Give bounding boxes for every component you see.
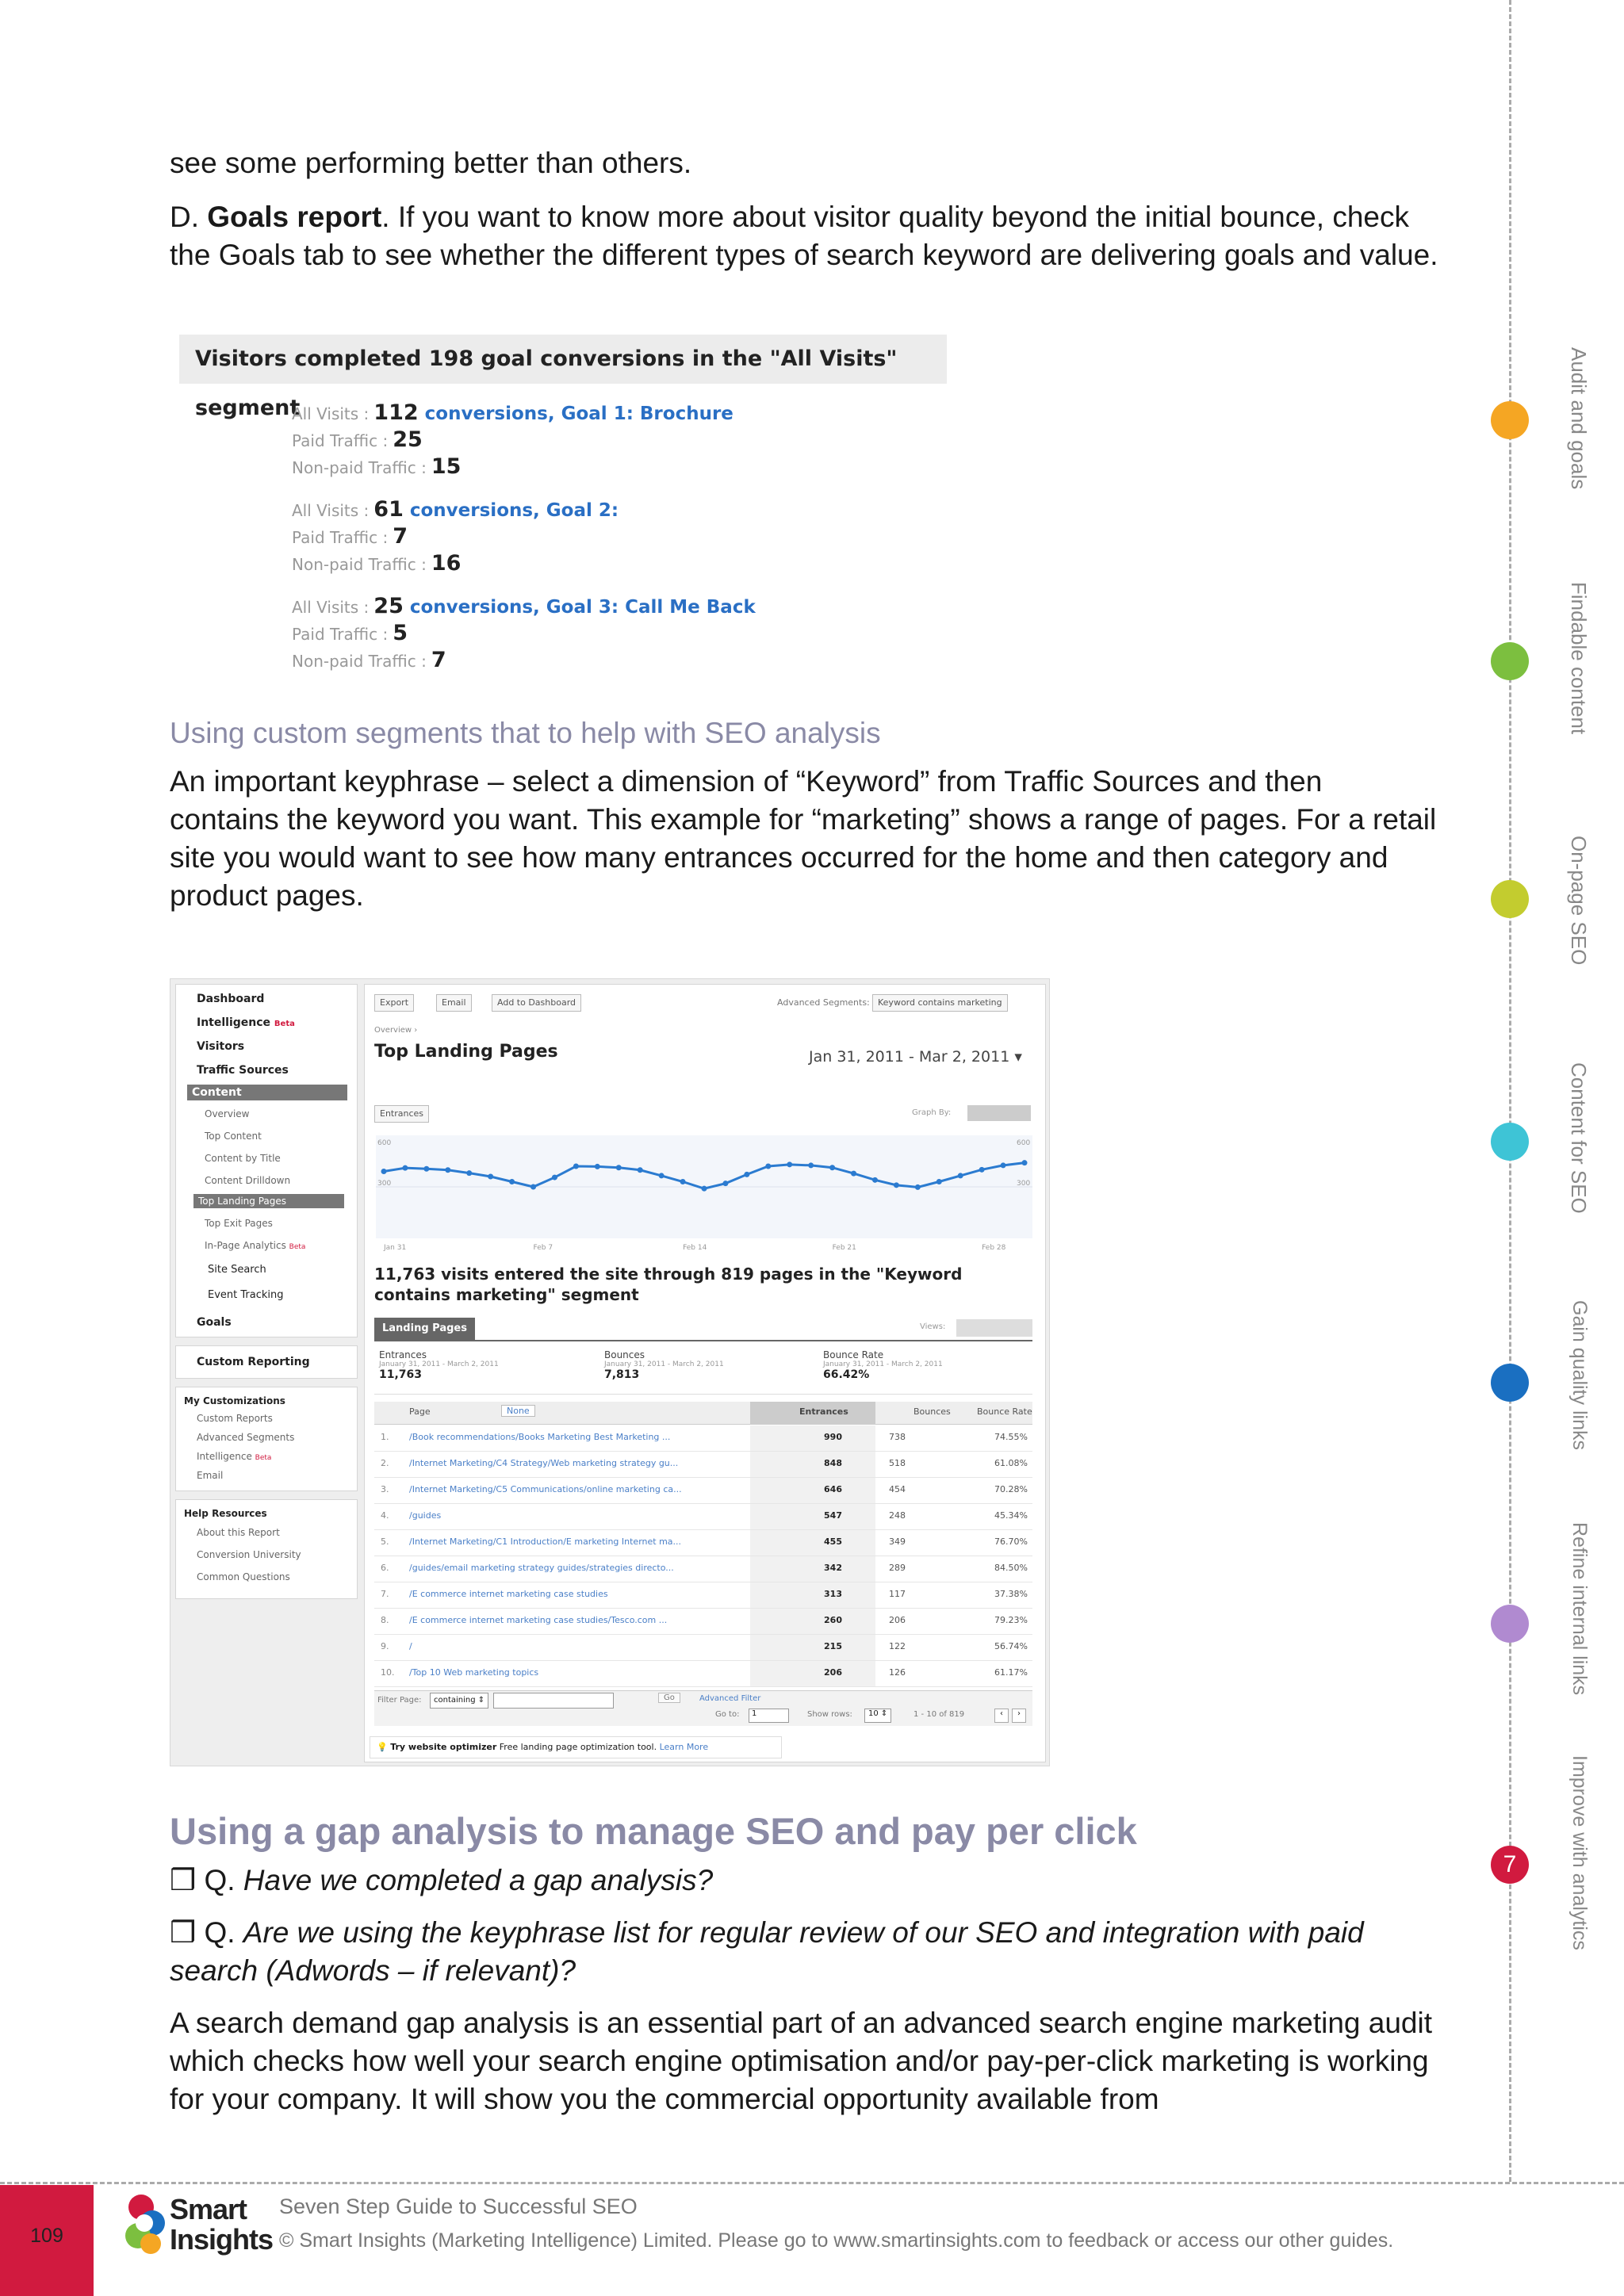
report-title: Top Landing Pages xyxy=(374,1042,558,1062)
row-entrances: 455 xyxy=(824,1536,842,1547)
row-number: 5. xyxy=(381,1536,389,1547)
chart-point[interactable] xyxy=(722,1181,728,1186)
row-bounces: 289 xyxy=(889,1563,906,1573)
analytics-screenshot xyxy=(170,978,1050,1766)
chart-point[interactable] xyxy=(659,1173,665,1178)
row-entrances: 848 xyxy=(824,1458,842,1468)
checkbox-icon: ❒ Q. xyxy=(170,1916,236,1949)
chart-point[interactable] xyxy=(808,1162,814,1168)
help-resources-title: Help Resources xyxy=(184,1508,267,1519)
goal1-nonpaid: Non-paid Traffic : 15 xyxy=(292,454,462,479)
row-page-link[interactable]: /E commerce internet marketing case studies xyxy=(409,1589,608,1599)
row-bounce-rate: 61.08% xyxy=(994,1458,1028,1468)
entrances-col-shade xyxy=(750,1530,875,1556)
chart-point[interactable] xyxy=(915,1184,921,1190)
row-page-link[interactable]: /guides xyxy=(409,1510,442,1521)
gap-q2: ❒ Q. Are we using the keyphrase list for regular review of our SEO and integration with paid search (Adwords – if relevant)? xyxy=(170,1916,1364,1987)
filter-label: Filter Page: xyxy=(377,1696,422,1705)
table-row[interactable] xyxy=(374,1530,1032,1556)
table-row[interactable] xyxy=(374,1452,1032,1478)
goal2-all: All Visits : 61 conversions, Goal 2: xyxy=(292,497,619,522)
chart-point[interactable] xyxy=(466,1170,472,1176)
entrances-col-shade xyxy=(750,1504,875,1529)
row-number: 1. xyxy=(381,1432,389,1442)
my-customizations-title: My Customizations xyxy=(184,1395,285,1406)
chart-point[interactable] xyxy=(765,1164,771,1169)
sidebar-sub-top-exit[interactable]: Top Exit Pages xyxy=(205,1218,273,1229)
optimizer-promo: 💡 Try website optimizer Free landing page optimization tool. Learn More xyxy=(370,1736,782,1758)
row-bounces: 349 xyxy=(889,1536,906,1547)
rail-label-analytics: Improve with analytics xyxy=(1568,1755,1591,1950)
sidebar-sub-top-content[interactable]: Top Content xyxy=(205,1131,262,1142)
row-bounce-rate: 70.28% xyxy=(994,1484,1028,1494)
email-button[interactable]: Email xyxy=(436,994,472,1012)
chart-point[interactable] xyxy=(552,1175,557,1181)
chart-point[interactable] xyxy=(530,1184,536,1190)
row-number: 2. xyxy=(381,1458,389,1468)
learn-more-link[interactable]: Learn More xyxy=(659,1742,709,1752)
filter-bar xyxy=(374,1690,1032,1726)
rail-dot-4 xyxy=(1491,1123,1529,1161)
row-entrances: 547 xyxy=(824,1510,842,1521)
row-bounce-rate: 61.17% xyxy=(994,1667,1028,1678)
goal2-link[interactable]: conversions, Goal 2: xyxy=(409,500,619,521)
sidebar-item-visitors[interactable]: Visitors xyxy=(197,1040,245,1053)
x-tick-label: Feb 7 xyxy=(533,1244,553,1252)
goal3-link[interactable]: conversions, Goal 3: Call Me Back xyxy=(409,597,756,618)
chart-point[interactable] xyxy=(872,1177,878,1183)
rail-dot-5 xyxy=(1491,1364,1529,1402)
footer-title: Seven Step Guide to Successful SEO xyxy=(279,2195,638,2218)
page-number: 109 xyxy=(30,2225,63,2247)
rail-label-findable: Findable content xyxy=(1567,582,1591,735)
intelligence-link[interactable]: Intelligence Beta xyxy=(197,1451,272,1462)
row-page-link[interactable]: /E commerce internet marketing case studies/Tesco.com ... xyxy=(409,1615,668,1625)
custom-segments-text: An important keyphrase – select a dimension of “Keyword” from Traffic Sources and then contains the keyword you want. This example for “marketing” shows a range of pages. For a retail site you would want to see how many entrances occurred for the home and then category and product pages. xyxy=(170,765,1437,912)
common-questions-link[interactable]: Common Questions xyxy=(197,1571,290,1582)
custom-segments-heading: Using custom segments that to help with SEO analysis xyxy=(170,717,881,749)
stat-bounces: Bounces January 31, 2011 - March 2, 2011 7,813 xyxy=(604,1349,724,1381)
row-page-link[interactable]: /Internet Marketing/C5 Communications/online marketing ca... xyxy=(409,1484,682,1494)
row-number: 6. xyxy=(381,1563,389,1573)
line-chart xyxy=(365,1127,1044,1254)
next-page-button[interactable]: › xyxy=(1012,1709,1026,1723)
sidebar-item-custom-reporting[interactable]: Custom Reporting xyxy=(197,1356,310,1368)
checkbox-icon: ❒ Q. xyxy=(170,1864,236,1896)
entrances-col-shade xyxy=(750,1425,875,1451)
chart-point[interactable] xyxy=(616,1165,622,1170)
views-toggle[interactable] xyxy=(956,1319,1032,1337)
segment-select[interactable]: Keyword contains marketing xyxy=(872,994,1008,1012)
chart-point[interactable] xyxy=(638,1167,643,1173)
metric-select[interactable]: Entrances xyxy=(374,1105,429,1123)
chart-point[interactable] xyxy=(936,1179,942,1184)
row-page-link[interactable]: /Internet Marketing/C4 Strategy/Web marketing strategy gu... xyxy=(409,1458,679,1468)
y-tick-mid: 300 xyxy=(377,1180,392,1188)
row-number: 8. xyxy=(381,1615,389,1625)
chart-point[interactable] xyxy=(702,1186,707,1192)
sidebar-sub-overview[interactable]: Overview xyxy=(205,1108,250,1119)
goals-figure xyxy=(176,331,953,688)
rail-dot-6 xyxy=(1491,1605,1529,1643)
sidebar-item-event-tracking[interactable]: Event Tracking xyxy=(208,1289,284,1301)
chart-point[interactable] xyxy=(851,1171,856,1177)
table-row[interactable] xyxy=(374,1504,1032,1530)
chart-point[interactable] xyxy=(979,1167,985,1173)
advanced-filter-link[interactable]: Advanced Filter xyxy=(699,1694,761,1703)
x-tick-label: Jan 31 xyxy=(384,1244,407,1252)
goto-label: Go to: xyxy=(715,1710,740,1719)
goal1-link[interactable]: conversions, Goal 1: Brochure xyxy=(424,404,733,424)
tab-landing-pages[interactable]: Landing Pages xyxy=(374,1318,475,1340)
sidebar-item-site-search[interactable]: Site Search xyxy=(208,1264,266,1276)
smart-insights-logo xyxy=(121,2191,274,2260)
row-bounce-rate: 74.55% xyxy=(994,1432,1028,1442)
chart-point[interactable] xyxy=(445,1167,450,1173)
rail-label-internal: Refine internal links xyxy=(1568,1522,1591,1696)
rail-dot-7-active: 7 xyxy=(1491,1846,1529,1884)
sidebar-item-goals[interactable]: Goals xyxy=(197,1316,232,1329)
logo-text-insights: Insights xyxy=(170,2223,274,2256)
prev-page-button[interactable]: ‹ xyxy=(994,1709,1009,1723)
row-number: 9. xyxy=(381,1641,389,1651)
row-entrances: 646 xyxy=(824,1484,842,1494)
filter-input[interactable] xyxy=(493,1693,614,1709)
entrances-col-shade xyxy=(750,1478,875,1503)
pager-text: 1 - 10 of 819 xyxy=(914,1710,965,1719)
views-label: Views: xyxy=(920,1322,946,1331)
goals-text: . If you want to know more about visitor quality beyond the initial bounce, check the Goals tab to see whether the different types of search keyword are delivering goals and value. xyxy=(170,201,1438,271)
chart-point[interactable] xyxy=(680,1179,686,1184)
chart-point[interactable] xyxy=(573,1164,579,1169)
sidebar-item-content[interactable]: Content xyxy=(187,1085,347,1100)
stat-bounce-rate: Bounce Rate January 31, 2011 - March 2, 2011 66.42% xyxy=(823,1349,943,1381)
table-row[interactable] xyxy=(374,1478,1032,1504)
custom-reports-link[interactable]: Custom Reports xyxy=(197,1413,273,1424)
row-number: 4. xyxy=(381,1510,389,1521)
col-bounces[interactable]: Bounces xyxy=(914,1406,951,1417)
goals-header: Visitors completed 198 goal conversions in the "All Visits" segment xyxy=(179,335,947,384)
rail-dot-3 xyxy=(1491,880,1529,918)
row-number: 10. xyxy=(381,1667,395,1678)
chart-point[interactable] xyxy=(1001,1162,1006,1168)
show-rows-select[interactable]: 10 ⇕ xyxy=(864,1709,891,1723)
row-bounces: 126 xyxy=(889,1667,906,1678)
row-bounce-rate: 56.74% xyxy=(994,1641,1028,1651)
about-report-link[interactable]: About this Report xyxy=(197,1527,280,1538)
date-range[interactable]: Jan 31, 2011 - Mar 2, 2011 ▾ xyxy=(809,1048,1022,1066)
row-bounce-rate: 79.23% xyxy=(994,1615,1028,1625)
chart-point[interactable] xyxy=(958,1173,963,1178)
goals-lead: D. xyxy=(170,201,199,233)
stat-entrances: Entrances January 31, 2011 - March 2, 2011 11,763 xyxy=(379,1349,499,1381)
advanced-segments-label: Advanced Segments: xyxy=(777,997,870,1008)
table-row[interactable] xyxy=(374,1661,1032,1687)
chart-point[interactable] xyxy=(1022,1160,1028,1165)
row-entrances: 260 xyxy=(824,1615,842,1625)
entrances-col-shade xyxy=(750,1556,875,1582)
my-customizations-box xyxy=(175,1387,358,1491)
graph-by-toggle[interactable] xyxy=(967,1105,1031,1121)
row-page-link[interactable]: / xyxy=(409,1641,412,1651)
sidebar-item-intelligence[interactable]: Intelligence Beta xyxy=(197,1016,295,1029)
row-bounce-rate: 37.38% xyxy=(994,1589,1028,1599)
row-page-link[interactable]: /Internet Marketing/C1 Introduction/E marketing Internet ma... xyxy=(409,1536,682,1547)
entrances-col-shade xyxy=(750,1635,875,1660)
chart-point[interactable] xyxy=(423,1166,429,1172)
intro-line: see some performing better than others. xyxy=(170,147,692,179)
goal1-all: All Visits : 112 conversions, Goal 1: Brochure xyxy=(292,400,733,425)
goal3-nonpaid: Non-paid Traffic : 7 xyxy=(292,648,446,672)
advanced-segments-link[interactable]: Advanced Segments xyxy=(197,1432,295,1443)
y-tick-mid-right: 300 xyxy=(1017,1180,1031,1188)
lightbulb-icon: 💡 xyxy=(377,1742,388,1752)
goal3-all: All Visits : 25 conversions, Goal 3: Call Me Back xyxy=(292,594,756,618)
logo-mark-icon xyxy=(121,2191,170,2258)
custom-reporting-box xyxy=(175,1345,358,1379)
row-bounces: 454 xyxy=(889,1484,906,1494)
sidebar-nav xyxy=(175,984,358,1337)
sidebar-sub-top-landing[interactable]: Top Landing Pages xyxy=(193,1194,344,1208)
tab-underline xyxy=(374,1340,1032,1341)
table-row[interactable] xyxy=(374,1609,1032,1635)
row-bounces: 738 xyxy=(889,1432,906,1442)
rail-label-links: Gain quality links xyxy=(1568,1300,1591,1450)
row-bounces: 248 xyxy=(889,1510,906,1521)
row-bounces: 117 xyxy=(889,1589,906,1599)
goals-paragraph xyxy=(170,198,1438,274)
conversion-university-link[interactable]: Conversion University xyxy=(197,1549,301,1560)
rail-label-onpage: On-page SEO xyxy=(1567,836,1591,966)
entrances-col-shade xyxy=(750,1582,875,1608)
row-bounces: 122 xyxy=(889,1641,906,1651)
go-button[interactable]: Go xyxy=(658,1693,680,1703)
rail-dot-1 xyxy=(1491,401,1529,439)
row-entrances: 206 xyxy=(824,1667,842,1678)
table-row[interactable] xyxy=(374,1556,1032,1582)
filter-select[interactable]: containing ⇕ xyxy=(430,1693,488,1709)
summary-text: 11,763 visits entered the site through 819 pages in the "Keyword contains marketing" segment xyxy=(374,1265,963,1304)
sidebar-item-dashboard[interactable]: Dashboard xyxy=(197,993,265,1005)
row-bounce-rate: 45.34% xyxy=(994,1510,1028,1521)
y-tick-top-right: 600 xyxy=(1017,1139,1031,1147)
goal3-paid: Paid Traffic : 5 xyxy=(292,621,408,645)
graph-by-label: Graph By: xyxy=(912,1108,952,1117)
chart-point[interactable] xyxy=(381,1169,387,1174)
table-row[interactable] xyxy=(374,1425,1032,1452)
table-row[interactable] xyxy=(374,1582,1032,1609)
x-tick-label: Feb 21 xyxy=(832,1244,856,1252)
col-page[interactable]: Page xyxy=(409,1406,431,1417)
chart-point[interactable] xyxy=(488,1174,493,1180)
table-row[interactable] xyxy=(374,1635,1032,1661)
row-entrances: 313 xyxy=(824,1589,842,1599)
sidebar-sub-content-by-title[interactable]: Content by Title xyxy=(205,1153,281,1164)
row-bounces: 518 xyxy=(889,1458,906,1468)
row-entrances: 342 xyxy=(824,1563,842,1573)
row-bounce-rate: 76.70% xyxy=(994,1536,1028,1547)
logo-text-smart: Smart xyxy=(170,2193,247,2225)
footer-copyright: © Smart Insights (Marketing Intelligence) Limited. Please go to www.smartinsights.com to feedback or access our other guides. xyxy=(279,2229,1394,2252)
gap-heading: Using a gap analysis to manage SEO and pay per click xyxy=(170,1810,1137,1852)
sidebar-sub-inpage[interactable]: In-Page Analytics Beta xyxy=(205,1240,306,1251)
row-bounce-rate: 84.50% xyxy=(994,1563,1028,1573)
entrances-col-shade xyxy=(750,1609,875,1634)
row-number: 7. xyxy=(381,1589,389,1599)
chart-point[interactable] xyxy=(744,1172,749,1177)
secondary-dimension-select[interactable]: None xyxy=(501,1405,535,1417)
row-bounces: 206 xyxy=(889,1615,906,1625)
row-page-link[interactable]: /Top 10 Web marketing topics xyxy=(409,1667,539,1678)
sidebar-item-traffic-sources[interactable]: Traffic Sources xyxy=(197,1064,289,1077)
chart-point[interactable] xyxy=(595,1164,600,1169)
rail-dot-2 xyxy=(1491,642,1529,680)
y-tick-top: 600 xyxy=(377,1139,392,1147)
chart-point[interactable] xyxy=(402,1165,408,1171)
rail-label-content: Content for SEO xyxy=(1567,1062,1591,1214)
goal2-nonpaid: Non-paid Traffic : 16 xyxy=(292,551,462,576)
chart-point[interactable] xyxy=(829,1165,835,1170)
goals-bold: Goals report xyxy=(207,201,382,233)
add-dashboard-button[interactable]: Add to Dashboard xyxy=(492,994,581,1012)
x-tick-label: Feb 28 xyxy=(982,1244,1006,1252)
col-bounce-rate[interactable]: Bounce Rate xyxy=(977,1406,1032,1417)
row-page-link[interactable]: /Book recommendations/Books Marketing Best Marketing ... xyxy=(409,1432,671,1442)
report-panel xyxy=(364,984,1046,1762)
email-link[interactable]: Email xyxy=(197,1470,224,1481)
gap-q1: ❒ Q. Have we completed a gap analysis? xyxy=(170,1864,714,1896)
chart-point[interactable] xyxy=(787,1161,792,1167)
goto-input[interactable]: 1 xyxy=(749,1709,789,1723)
chart-point[interactable] xyxy=(894,1182,899,1188)
export-button[interactable]: Export xyxy=(374,994,414,1012)
chart-point[interactable] xyxy=(509,1179,515,1184)
col-entrances[interactable]: Entrances xyxy=(799,1406,848,1417)
goal2-paid: Paid Traffic : 7 xyxy=(292,524,408,549)
stats-row xyxy=(374,1348,1032,1395)
row-page-link[interactable]: /guides/email marketing strategy guides/strategies directo... xyxy=(409,1563,674,1573)
entrances-col-shade xyxy=(750,1452,875,1477)
goal1-paid: Paid Traffic : 25 xyxy=(292,427,423,452)
breadcrumb: Overview › xyxy=(374,1026,418,1035)
sidebar-sub-content-drilldown[interactable]: Content Drilldown xyxy=(205,1175,291,1186)
show-rows-label: Show rows: xyxy=(807,1710,852,1719)
footer-divider xyxy=(0,2182,1624,2184)
row-entrances: 215 xyxy=(824,1641,842,1651)
rail-label-audit: Audit and goals xyxy=(1567,347,1591,490)
x-tick-label: Feb 14 xyxy=(683,1244,707,1252)
gap-text: A search demand gap analysis is an essential part of an advanced search engine marketing audit which checks how well your search engine optimisation and/or pay-per-click marketing is working for your company. It will show you the commercial opportunity available from xyxy=(170,2007,1432,2115)
row-entrances: 990 xyxy=(824,1432,842,1442)
row-number: 3. xyxy=(381,1484,389,1494)
help-resources-box xyxy=(175,1499,358,1599)
table-body xyxy=(374,1425,1032,1687)
entrances-col-shade xyxy=(750,1661,875,1686)
table-header xyxy=(374,1402,1032,1425)
